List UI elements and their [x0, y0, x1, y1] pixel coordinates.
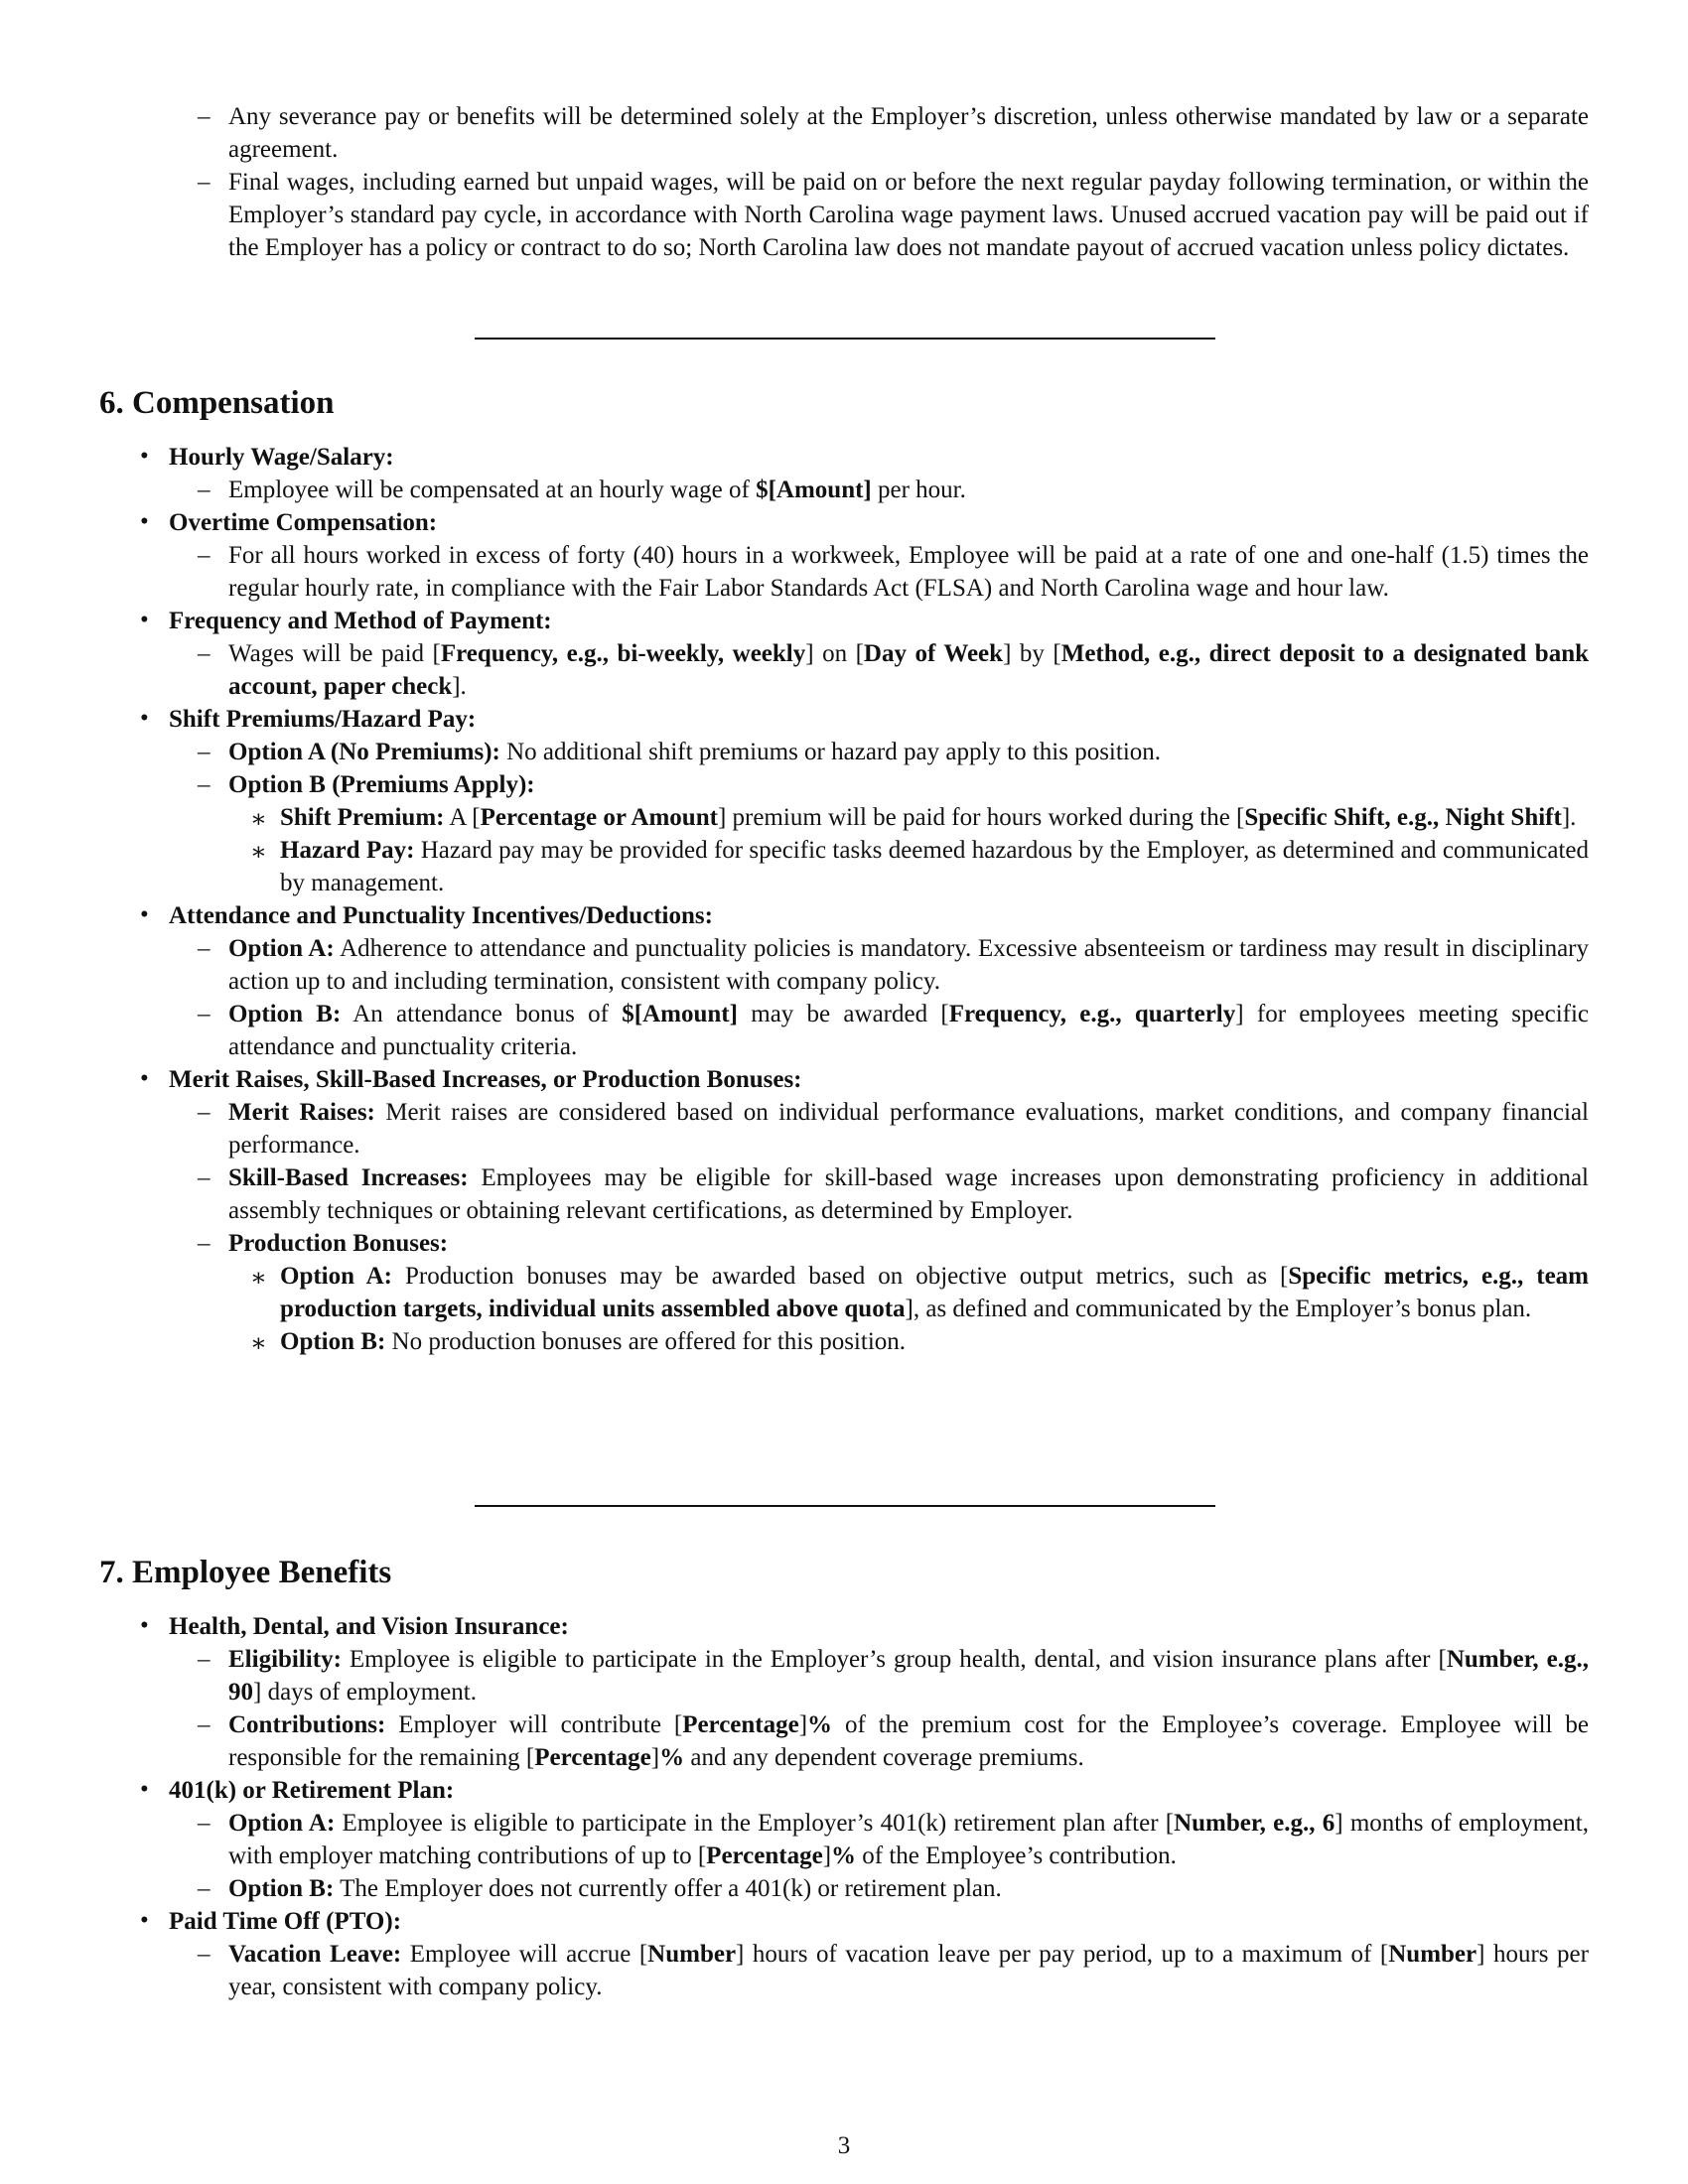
list-item — [99, 441, 1589, 474]
bullet-marker: • — [140, 901, 149, 928]
section-divider — [475, 1505, 1215, 1507]
option-label: Option B (Premiums Apply): — [228, 771, 535, 798]
list-item — [99, 1774, 1589, 1807]
bullet-marker: • — [140, 607, 149, 633]
list-item — [99, 539, 1589, 605]
list-item — [99, 100, 1589, 166]
list-item — [99, 932, 1589, 998]
item-heading: Attendance and Punctuality Incentives/Deductions: — [169, 902, 713, 929]
star-marker: ∗ — [250, 1265, 267, 1292]
list-item — [99, 1938, 1589, 2003]
item-heading: Paid Time Off (PTO): — [169, 1908, 402, 1935]
list-item — [99, 1807, 1589, 1872]
list-item — [99, 1161, 1589, 1227]
text: Merit raises are considered based on individual performance evaluations, market conditions, and company financial performance. — [228, 1099, 1589, 1159]
item-heading: Frequency and Method of Payment: — [169, 608, 552, 634]
text: ] days of employment. — [253, 1679, 477, 1706]
dash-marker: – — [198, 739, 211, 765]
option-label: Merit Raises: — [228, 1099, 375, 1126]
text: ] — [650, 1744, 660, 1771]
dash-marker: – — [198, 1099, 211, 1126]
percent-sign: % — [659, 1744, 685, 1771]
dash-marker: – — [198, 1230, 211, 1257]
placeholder-field: $[Amount] — [622, 1001, 738, 1027]
list-item — [99, 1905, 1589, 1938]
list-item — [99, 605, 1589, 637]
item-heading: Health, Dental, and Vision Insurance: — [169, 1613, 569, 1640]
text: of the Employee’s contribution. — [856, 1843, 1177, 1869]
dash-marker: – — [198, 1001, 211, 1027]
list-item — [99, 1708, 1589, 1774]
placeholder-field: Day of Week — [863, 640, 1004, 667]
placeholder-field: Number, e.g., 6 — [1174, 1810, 1336, 1837]
text: ] premium will be paid for hours worked during the [ — [717, 804, 1245, 831]
placeholder-field: Frequency, e.g., bi-weekly, weekly — [440, 640, 806, 667]
dash-marker: – — [198, 477, 211, 503]
list-item — [99, 768, 1589, 801]
dash-marker: – — [198, 1875, 211, 1902]
text: may be awarded [ — [737, 1001, 949, 1027]
text: ] on [ — [805, 640, 864, 667]
text: Employer will contribute [ — [385, 1711, 683, 1738]
list-item — [99, 1096, 1589, 1161]
option-label: Option A: — [280, 1263, 392, 1290]
text: Wages will be paid [ — [228, 640, 441, 667]
list-item — [99, 637, 1589, 703]
text: Hazard pay may be provided for specific tasks deemed hazardous by the Employer, as determined and communicated by management. — [280, 837, 1589, 896]
list-item — [99, 166, 1589, 264]
option-label: Contributions: — [228, 1711, 386, 1738]
option-label: Option B: — [280, 1328, 386, 1355]
percent-sign: % — [807, 1711, 833, 1738]
text: Adherence to attendance and punctuality policies is mandatory. Excessive absenteeism or tardiness may result in disciplinary action up to and including termination, consistent with company policy. — [228, 935, 1589, 995]
option-label: Option A: — [228, 935, 335, 962]
placeholder-field: Specific metrics, e.g., team production targets, individual units assembled above quota — [280, 1263, 1590, 1322]
placeholder-field: Number, e.g., 90 — [228, 1646, 1589, 1706]
dash-marker: – — [198, 1164, 211, 1191]
placeholder-field: Percentage — [682, 1711, 799, 1738]
list-item — [99, 1872, 1589, 1905]
text: Employee is eligible to participate in the Employer’s 401(k) retirement plan after [ — [335, 1810, 1175, 1837]
list-item — [99, 998, 1589, 1063]
text: ] — [798, 1711, 808, 1738]
option-label: Option A: — [228, 1810, 336, 1837]
bullet-marker: • — [140, 1612, 149, 1639]
list-item — [99, 899, 1589, 932]
star-marker: ∗ — [250, 1330, 267, 1357]
list-item-text: Final wages, including earned but unpaid wages, will be paid on or before the next regular payday following termination, or within the Employer’s standard pay cycle, in accordance with North Carolina wage payment laws. Unused accrued vacation pay will be paid out if the Employer has a policy or contract to do so; North Carolina law does not mandate payout of accrued vacation unless policy dictates. — [228, 169, 1589, 261]
text: ]. — [452, 673, 467, 700]
text: The Employer does not currently offer a 401(k) or retirement plan. — [334, 1875, 1002, 1902]
star-marker: ∗ — [250, 839, 267, 866]
termination-pay-list — [99, 100, 1589, 264]
option-label: Vacation Leave: — [228, 1941, 402, 1968]
bullet-marker: • — [140, 1907, 149, 1934]
bullet-marker: • — [140, 1065, 149, 1092]
list-item — [99, 474, 1589, 506]
text: ], as defined and communicated by the Employer’s bonus plan. — [905, 1296, 1532, 1322]
dash-marker: – — [198, 1711, 211, 1738]
text: Employee will accrue [ — [401, 1941, 648, 1968]
dash-marker: – — [198, 935, 211, 962]
list-item — [99, 1063, 1589, 1096]
placeholder-field: Percentage — [706, 1843, 823, 1869]
option-label: Production Bonuses: — [228, 1230, 449, 1257]
list-item — [99, 1643, 1589, 1708]
placeholder-field: Number — [1388, 1941, 1477, 1968]
text: A [ — [444, 804, 481, 831]
list-item-text: For all hours worked in excess of forty (40) hours in a workweek, Employee will be paid at a rate of one and one-half (1.5) times the regular hourly rate, in compliance with the Fair Labor Standards Act (FLSA) and North Carolina wage and hour law. — [228, 542, 1589, 602]
list-item — [99, 834, 1589, 899]
dash-marker: – — [198, 1810, 211, 1837]
text: Employee is eligible to participate in the Employer’s group health, dental, and vision insurance plans after [ — [341, 1646, 1447, 1673]
section-title-employee-benefits: 7. Employee Benefits — [99, 1555, 392, 1590]
text: ] hours per year, consistent with company policy. — [228, 1941, 1589, 2000]
text: Production bonuses may be awarded based on objective output metrics, such as [ — [392, 1263, 1289, 1290]
option-label: Skill-Based Increases: — [228, 1164, 469, 1191]
item-heading: Shift Premiums/Hazard Pay: — [169, 706, 477, 733]
text: ] — [822, 1843, 832, 1869]
text: per hour. — [871, 477, 966, 503]
bullet-marker: • — [140, 1776, 149, 1803]
dash-marker: – — [198, 1646, 211, 1673]
list-item — [99, 801, 1589, 834]
dash-marker: – — [198, 542, 211, 569]
item-heading: Merit Raises, Skill-Based Increases, or Production Bonuses: — [169, 1066, 802, 1093]
list-item — [99, 736, 1589, 768]
benefits-list — [99, 1610, 1589, 2003]
placeholder-field: Specific Shift, e.g., Night Shift — [1244, 804, 1562, 831]
placeholder-field: Frequency, e.g., quarterly — [948, 1001, 1236, 1027]
text: ] hours of vacation leave per pay period, up to a maximum of [ — [736, 1941, 1389, 1968]
percent-sign: % — [831, 1843, 857, 1869]
text: ] for employees meeting specific attendance and punctuality criteria. — [228, 1001, 1590, 1060]
text: ] months of employment, with employer matching contributions of up to [ — [228, 1810, 1589, 1869]
option-label: Eligibility: — [228, 1646, 342, 1673]
text: Employee will be compensated at an hourly wage of — [228, 477, 757, 503]
list-item — [99, 1227, 1589, 1260]
list-item — [99, 1610, 1589, 1643]
item-heading: 401(k) or Retirement Plan: — [169, 1777, 455, 1804]
item-heading: Hourly Wage/Salary: — [169, 444, 394, 471]
text: and any dependent coverage premiums. — [684, 1744, 1084, 1771]
option-label: Hazard Pay: — [280, 837, 415, 864]
list-item — [99, 1260, 1589, 1325]
option-label: Option B: — [228, 1001, 342, 1027]
list-item — [99, 703, 1589, 736]
item-heading: Overtime Compensation: — [169, 509, 438, 536]
text: of the premium cost for the Employee’s coverage. Employee will be responsible for the remaining [ — [228, 1711, 1590, 1771]
placeholder-field: Percentage — [534, 1744, 651, 1771]
placeholder-field: Number — [647, 1941, 737, 1968]
list-item-text: Any severance pay or benefits will be determined solely at the Employer’s discretion, unless otherwise mandated by law or a separate agreement. — [228, 103, 1589, 163]
compensation-list — [99, 441, 1589, 1358]
text: No production bonuses are offered for this position. — [385, 1328, 907, 1355]
dash-marker: – — [198, 103, 211, 130]
text: No additional shift premiums or hazard pay apply to this position. — [499, 739, 1162, 765]
text: Employees may be eligible for skill-based wage increases upon demonstrating proficiency in additional assembly techniques or obtaining relevant certifications, as determined by Employer. — [228, 1164, 1589, 1224]
section-title-compensation: 6. Compensation — [99, 385, 335, 421]
placeholder-field: Percentage or Amount — [480, 804, 718, 831]
star-marker: ∗ — [250, 806, 267, 833]
bullet-marker: • — [140, 443, 149, 470]
page-number: 3 — [837, 2132, 851, 2159]
text: ] by [ — [1003, 640, 1061, 667]
dash-marker: – — [198, 1941, 211, 1968]
bullet-marker: • — [140, 705, 149, 732]
dash-marker: – — [198, 640, 211, 667]
option-label: Option A (No Premiums): — [228, 739, 500, 765]
list-item — [99, 1325, 1589, 1358]
text: An attendance bonus of — [341, 1001, 623, 1027]
bullet-marker: • — [140, 508, 149, 535]
placeholder-field: Method, e.g., direct deposit to a designated bank account, paper check — [228, 640, 1589, 700]
dash-marker: – — [198, 771, 211, 798]
placeholder-field: $[Amount] — [756, 477, 872, 503]
section-divider — [475, 338, 1215, 340]
option-label: Shift Premium: — [280, 804, 445, 831]
list-item — [99, 506, 1589, 539]
dash-marker: – — [198, 169, 211, 196]
option-label: Option B: — [228, 1875, 335, 1902]
text: ]. — [1561, 804, 1577, 831]
